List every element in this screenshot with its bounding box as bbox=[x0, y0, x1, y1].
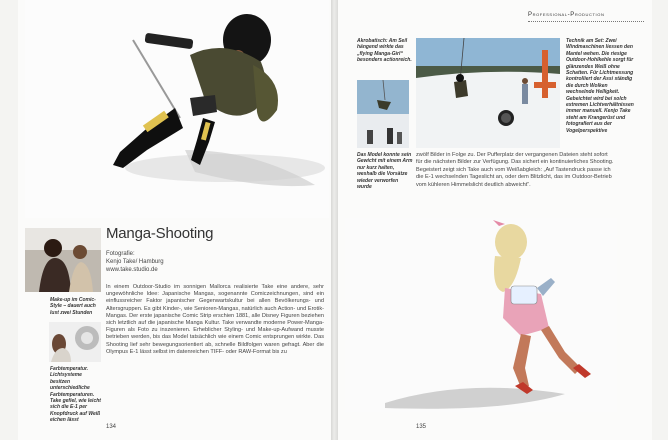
makeup-photo bbox=[25, 228, 101, 292]
caption-color-temperature: Farbtemperatur. Lichtsysteme besitzen unterschiedliche Farbtemperaturen. Take gefiel, wie leicht sich die E-1 per Knopfdruck auf Weiß eichen lässt bbox=[50, 366, 101, 424]
credit-line: Fotografie: bbox=[106, 251, 135, 257]
set-photo-outdoor-studio bbox=[416, 38, 560, 148]
running-head: Professional-Production bbox=[528, 12, 605, 18]
color-temperature-photo bbox=[49, 322, 101, 362]
caption-makeup: Make-up im Comic-Style – dauert auch lust zwei Stunden bbox=[50, 297, 96, 316]
photo-credit bbox=[106, 250, 164, 274]
page-number-left: 134 bbox=[106, 424, 117, 430]
credit-line: www.take.studio.de bbox=[106, 267, 158, 273]
hero-photo-manga-model bbox=[25, 0, 329, 218]
article-headline: Manga-Shooting bbox=[106, 225, 214, 242]
caption-model-weight: Das Model konnte sein Gewicht mit einem Arm nur kurz halten, weshalb die Vorsätze wieder verworfen wurde bbox=[357, 152, 413, 191]
running-head-rule bbox=[528, 21, 644, 22]
caption-technik: Technik am Set: Zwei Windmaschinen liessen den Mantel wehen. Die riesige Outdoor-Hohlkehle sorgt für glänzendes Weiß ohne Schatten. Für Lichtmessung kontrolliert der Assi ständig die durch Wolken wechselnde Helligkeit. Gebeichtet wird bei solch extremen Lichtverhältnissen immer manuell. Kenjo Take steht am Krangerüst und fotografiert aus der Vogelperspektive bbox=[566, 38, 634, 134]
makeup-photo-illustration bbox=[25, 228, 101, 292]
page-number-right: 135 bbox=[416, 424, 427, 430]
credit-line: Kenjo Take/ Hamburg bbox=[106, 259, 164, 265]
color-temperature-photo-illustration bbox=[49, 322, 101, 362]
photo-pink-dress-model bbox=[345, 218, 617, 412]
acrobatic-photo bbox=[357, 80, 409, 148]
pink-dress-illustration bbox=[345, 218, 617, 412]
article-body-left: In einem Outdoor-Studio im sonnigen Mallorca realisierte Take eine andere, sehr ungewöhnliche Idee: Japanische Mangas, sogenannte Comiczeichnungen, sind ein einflussreicher Faktor japanischer Gegenwartskultur bei allen Bevölkerungs- und Altersgruppen. Es gibt Kinder-, wie Senioren-Mangas, natürlich auch Action- und Erotik-Mangas. Der erste japanische Comic Strip erschien 1881, alle Disney Figuren beziehen sich letztlich auf die japanische Manga Kultur. Take verwandte moderne Power-Manga-Figuren als Foto zu inszenieren. Erheblicher Styling- und Make-up-Aufwand musste betrieben werden, bis das Model tatsächlich wie einem Comic entsprungen wirkte. Das Shooting lief sehr bewegungsorientiert ab, schnelle Bildfolgen waren gefragt. Aber die Olympus E-1 lässt selbst im datenreichen TIFF- oder RAW-Format bis zu bbox=[106, 284, 324, 355]
hero-photo-illustration bbox=[25, 0, 329, 218]
article-body-right: zwölf Bilder in Folge zu. Der Pufferplatz der vergangenen Dateien steht sofort für die nächsten Bilder zur Verfügung. Das sichert ein kontinuierliches Shooting. Begeistert zeigt sich Take auch vom Weißabgleich: „Auf Tastendruck passe ich die E-1 wechselnden Tageslicht an, oder dem Blitzlicht, das im Outdoor-Betrieb vom kühleren Himmelslicht deutlich abweicht“. bbox=[416, 152, 614, 188]
caption-acrobatic: Akrobatisch: Am Seil hängend wirkte das „flying Manga-Girl“ besonders actionreich. bbox=[357, 38, 412, 64]
set-photo-illustration bbox=[416, 38, 560, 148]
acrobatic-photo-illustration bbox=[357, 80, 409, 148]
